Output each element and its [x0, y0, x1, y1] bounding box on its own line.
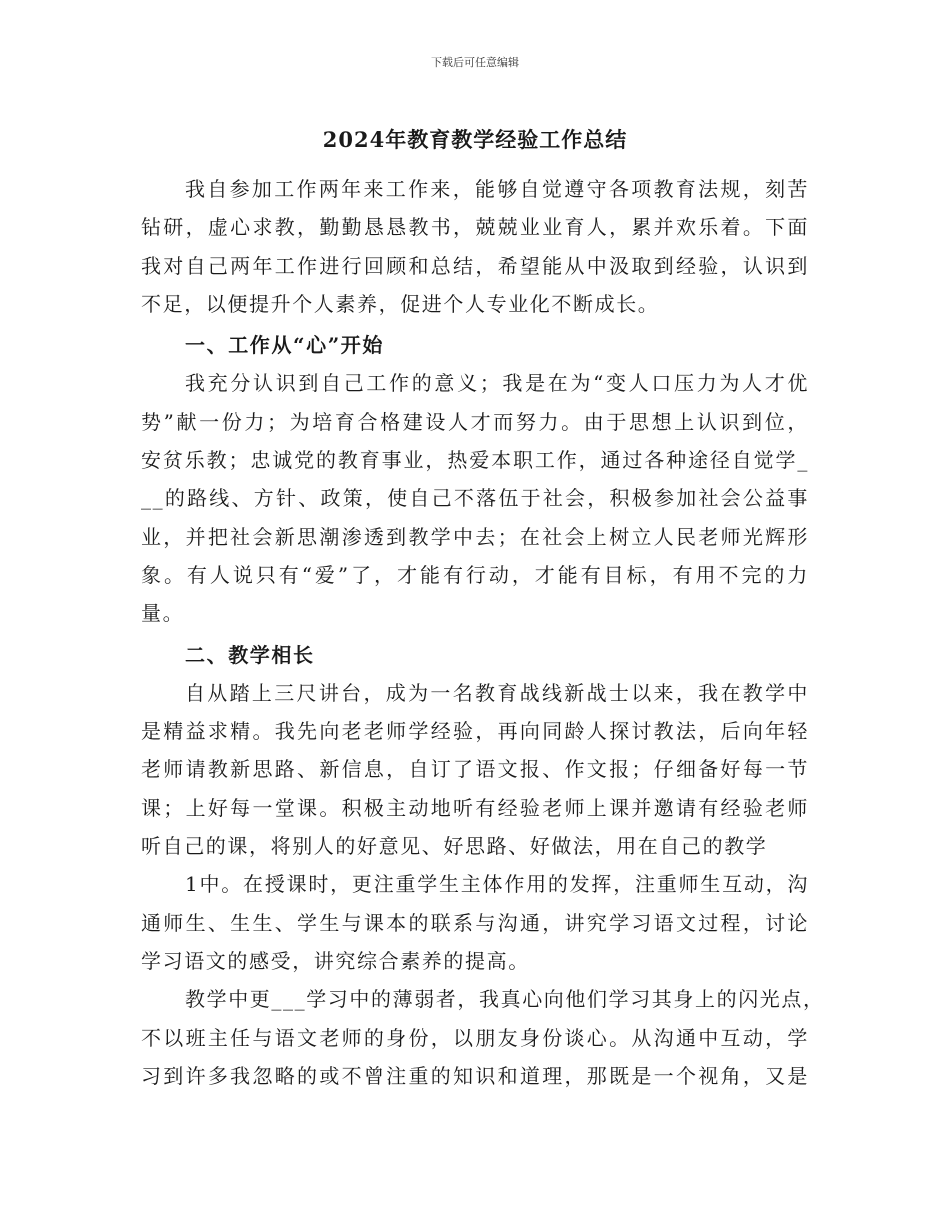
- paragraph-line: 听自己的课，将别人的好意见、好思路、好做法，用在自己的教学: [141, 834, 768, 859]
- paragraph-line: 安贫乐教；忠诚党的教育事业，热爱本职工作，通过各种途径自觉学_: [141, 448, 809, 473]
- paragraph-line: 势”献一份力；为培育合格建设人才而努力。由于思想上认识到位，: [141, 409, 809, 434]
- paragraph-line: 通师生、生生、学生与课本的联系与沟通，讲究学习语文过程，讨论: [141, 910, 809, 935]
- paragraph-line: 教学中更___学习中的薄弱者，我真心向他们学习其身上的闪光点，: [185, 987, 825, 1012]
- paragraph-line: __的路线、方针、政策，使自己不落伍于社会，积极参加社会公益事: [141, 486, 809, 511]
- paragraph-line: 不足，以便提升个人素养，促进个人专业化不断成长。: [141, 291, 660, 316]
- paragraph-line: 1中。在授课时，更注重学生主体作用的发挥，注重师生互动，沟: [185, 872, 809, 897]
- paragraph-line: 习到许多我忽略的或不曾注重的知识和道理，那既是一个视角，又是: [141, 1063, 809, 1088]
- paragraph-line: 我自参加工作两年来工作来，能够自觉遵守各项教育法规，刻苦: [185, 177, 809, 201]
- header-note: 下载后可任意编辑: [431, 56, 519, 69]
- document-title: 2024年教育教学经验工作总结: [322, 127, 628, 152]
- document-body: [141, 170, 825, 1095]
- paragraph-line: 老师请教新思路、新信息，自订了语文报、作文报；仔细备好每一节: [141, 757, 809, 782]
- section-heading: 二、教学相长: [185, 642, 315, 667]
- paragraph-line: 钻研，虚心求教，勤勤恳恳教书，兢兢业业育人，累并欢乐着。下面: [141, 215, 809, 240]
- section-heading: 一、工作从“心”开始: [185, 333, 385, 358]
- paragraph-line: 我充分认识到自己工作的意义；我是在为“变人口压力为人才优: [185, 371, 809, 396]
- paragraph-line: 我对自己两年工作进行回顾和总结，希望能从中汲取到经验，认识到: [141, 253, 809, 278]
- paragraph-line: 象。有人说只有“爱”了，才能有行动，才能有目标，有用不完的力: [141, 562, 809, 587]
- paragraph-line: 不以班主任与语文老师的身份，以朋友身份谈心。从沟通中互动，学: [141, 1025, 809, 1050]
- paragraph-line: 学习语文的感受，讲究综合素养的提高。: [141, 948, 530, 973]
- paragraph-line: 自从踏上三尺讲台，成为一名教育战线新战士以来，我在教学中: [185, 680, 809, 705]
- paragraph-line: 业，并把社会新思潮渗透到教学中去；在社会上树立人民老师光辉形: [141, 524, 809, 549]
- paragraph-line: 课；上好每一堂课。积极主动地听有经验老师上课并邀请有经验老师: [141, 795, 809, 820]
- paragraph-line: 是精益求精。我先向老老师学经验，再向同龄人探讨教法，后向年轻: [141, 719, 809, 744]
- paragraph-line: 量。: [141, 601, 185, 626]
